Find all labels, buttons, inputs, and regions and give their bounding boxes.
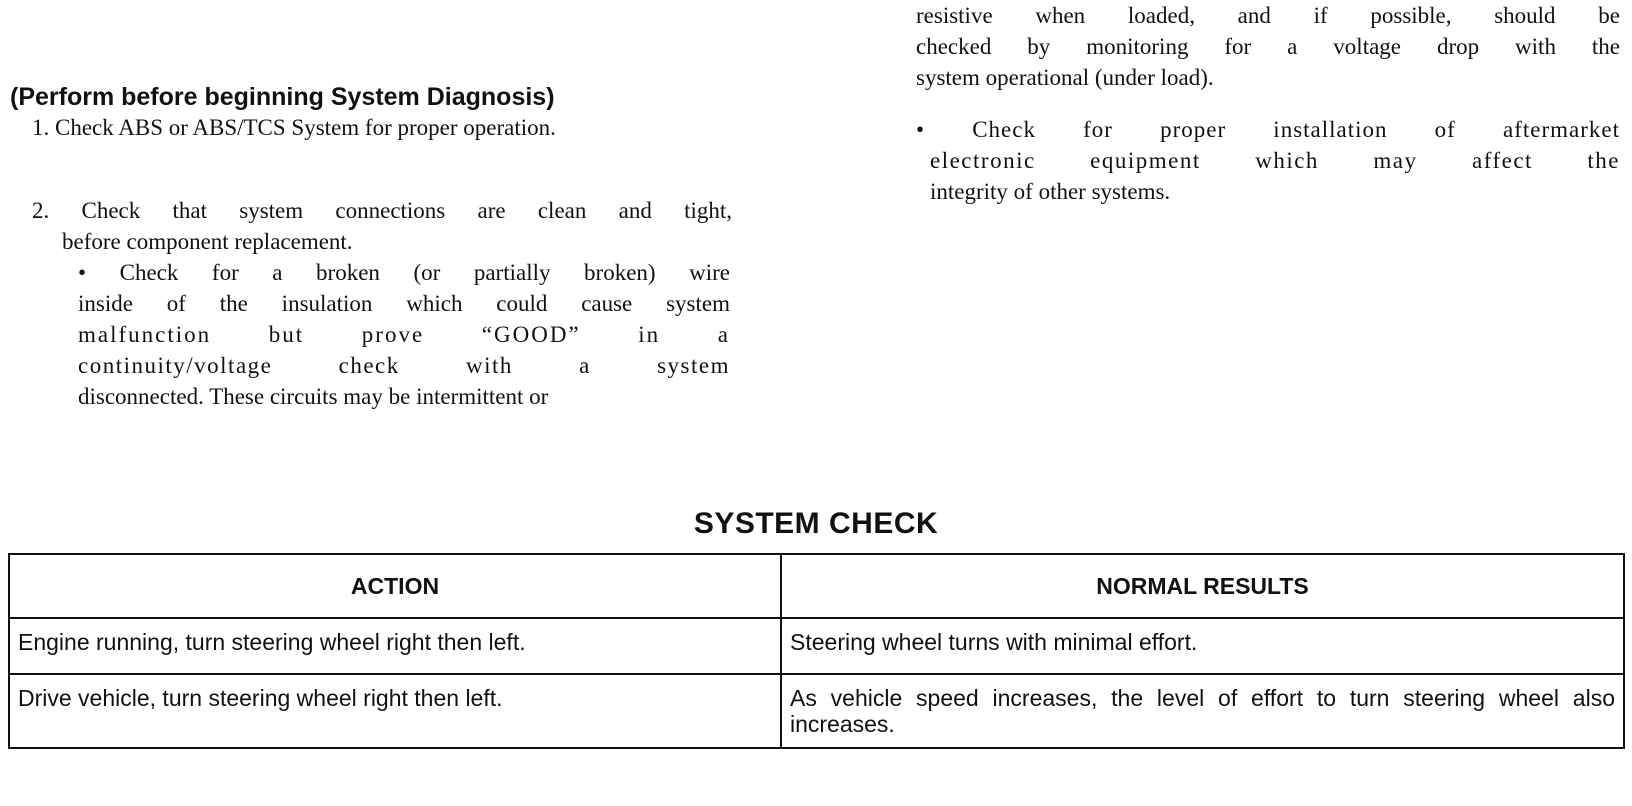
table-title: SYSTEM CHECK	[693, 507, 939, 540]
continued-line: resistive when loaded, and if possible, should be	[916, 3, 1620, 28]
bullet-line: inside of the insulation which could cause system	[78, 291, 730, 316]
table-row	[9, 674, 1624, 748]
continued-line: checked by monitoring for a voltage drop with the	[916, 34, 1620, 59]
broken-wire-bullet	[78, 257, 730, 412]
step-2	[32, 195, 732, 257]
continued-line: system operational (under load).	[916, 65, 1214, 90]
right-column	[916, 0, 1620, 204]
action-cell: Drive vehicle, turn steering wheel right then left.	[9, 674, 781, 748]
bullet-line: continuity/voltage check with a system	[78, 353, 730, 378]
result-cell: Steering wheel turns with minimal effort.	[781, 618, 1624, 674]
table-header-row	[9, 554, 1624, 618]
step-1: 1. Check ABS or ABS/TCS System for proper operation.	[32, 115, 556, 140]
step-2-line-1: 2. Check that system connections are clean and tight,	[32, 198, 732, 223]
bullet-line: integrity of other systems.	[930, 179, 1171, 204]
section-heading: (Perform before beginning System Diagnosis)	[10, 83, 555, 111]
action-cell: Engine running, turn steering wheel right then left.	[9, 618, 781, 674]
aftermarket-bullet	[916, 114, 1620, 207]
bullet-line: disconnected. These circuits may be intermittent or	[78, 384, 549, 409]
left-column	[10, 82, 735, 409]
bullet-line: • Check for a broken (or partially broken) wire	[78, 260, 730, 285]
bullet-line: malfunction but prove “GOOD” in a	[78, 322, 730, 347]
result-cell: As vehicle speed increases, the level of effort to turn steering wheel also increases.	[781, 674, 1624, 748]
header-action: ACTION	[9, 554, 781, 618]
bullet-line: • Check for proper installation of aftermarket	[916, 117, 1620, 142]
continued-text	[916, 0, 1620, 93]
header-normal-results: NORMAL RESULTS	[781, 554, 1624, 618]
bullet-line: electronic equipment which may affect the	[930, 148, 1620, 173]
step-2-line-2: before component replacement.	[62, 229, 353, 254]
system-check-table	[8, 553, 1625, 749]
table-row	[9, 618, 1624, 674]
